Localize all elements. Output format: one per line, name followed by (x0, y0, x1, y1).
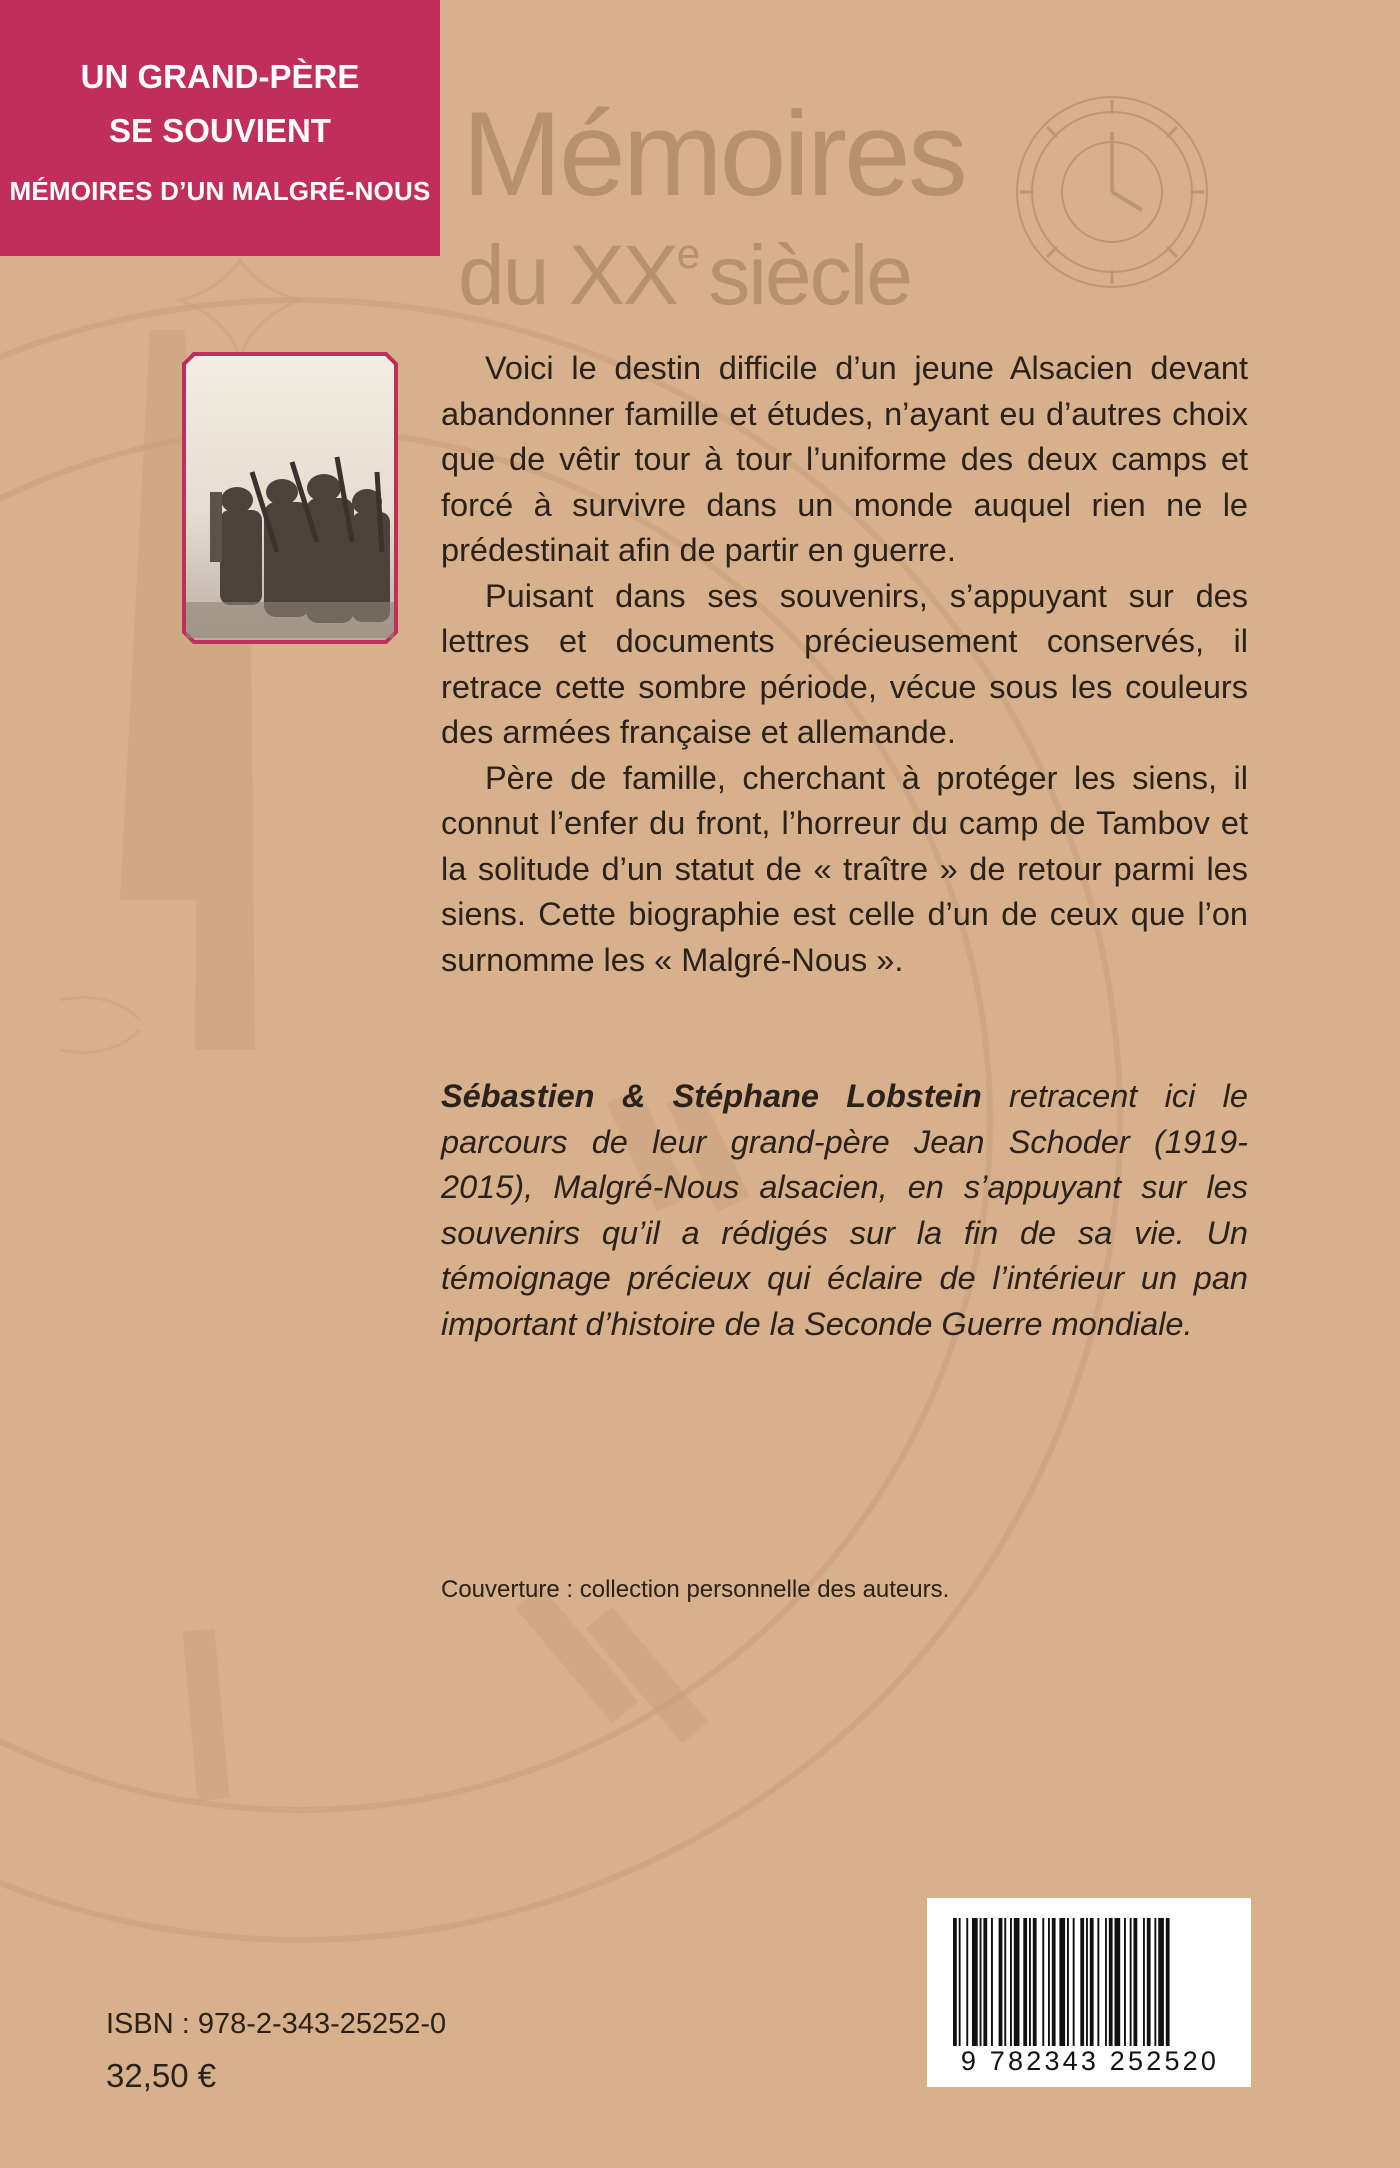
barcode-bar (1086, 1918, 1088, 2046)
barcode-bar (1158, 1918, 1164, 2046)
series-title (458, 87, 965, 322)
barcode-bar (1154, 1918, 1156, 2046)
barcode-bar (999, 1918, 1003, 2046)
barcode-digits: 9 782343 252520 (960, 2046, 1220, 2076)
barcode-bar (991, 1918, 993, 2046)
barcode-bar (1052, 1918, 1056, 2046)
banner-line-1: UN GRAND-PÈRE (80, 58, 360, 95)
barcode-bar (966, 1918, 968, 2046)
banner-line-2: SE SOUVIENT (109, 112, 331, 149)
barcode-bar (1048, 1918, 1050, 2046)
series-title-line-1: Mémoires (462, 87, 965, 221)
series-title-suffix: siècle (708, 228, 911, 322)
barcode-bar (1029, 1918, 1031, 2046)
description-paragraph: Père de famille, cherchant à protéger les siens, il connut l’enfer du front, l’horreur du camp de Tambov et la solitude d’un statut de « traître » de retour parmi les siens. Cette biographie est celle d’un de ceux que l’on surnomme les « Malgré-Nous ». (441, 759, 1248, 978)
barcode-bar (1109, 1918, 1113, 2046)
barcode-bar (1010, 1918, 1012, 2046)
barcode-bar (1130, 1918, 1132, 2046)
author-names: Sébastien & Stéphane Lobstein (441, 1078, 982, 1114)
barcode-bar (972, 1918, 978, 2046)
barcode-bar (1080, 1918, 1084, 2046)
barcode-bar (983, 1918, 987, 2046)
isbn: ISBN : 978-2-343-25252-0 (106, 2008, 447, 2040)
clock-emblem-icon (1012, 92, 1212, 292)
barcode-bar (1105, 1918, 1107, 2046)
barcode-bar (1023, 1918, 1027, 2046)
description-paragraph: Voici le destin difficile d’un jeune Alsacien devant abandonner famille et études, n’ayant eu d’autres choix que de vêtir tour à tour l’uniforme des deux camps et forcé à survivre dans un monde auquel rien ne le prédestinait afin de partir en guerre. (441, 350, 1248, 568)
author-bio-text: retracent ici le parcours de leur grand-père Jean Schoder (1919-2015), Malgré-Nous alsacien, en s’appuyant sur les souvenirs qu’il a rédigés sur la fin de sa vie. Un témoignage précieux qui éclaire de l’intérieur un pan important d’histoire de la Seconde Guerre mondiale. (441, 1078, 1248, 1342)
collection-banner (0, 0, 440, 256)
barcode-bar (1059, 1918, 1065, 2046)
barcode-bar (1143, 1918, 1145, 2046)
barcode-bar (1004, 1918, 1006, 2046)
soldiers-photo (182, 352, 398, 644)
series-title-prefix: du XX (458, 228, 677, 322)
barcode-bar (1090, 1918, 1094, 2046)
price: 32,50 € (106, 2057, 217, 2094)
barcode-bar (1042, 1918, 1044, 2046)
banner-subtitle: MÉMOIRES D’UN MALGRÉ-NOUS (9, 176, 431, 206)
description-paragraph: Puisant dans ses souvenirs, s’appuyant sur des lettres et documents précieusement conservés, il retrace cette sombre période, vécue sous les couleurs des armées française et allemande. (441, 577, 1248, 750)
barcode-bar (1067, 1918, 1069, 2046)
book-description (441, 346, 1248, 983)
author-bio (441, 1074, 1248, 1347)
barcode (927, 1898, 1251, 2087)
barcode-bar (1115, 1918, 1121, 2046)
barcode-bar (1147, 1918, 1151, 2046)
barcode-bar (1166, 1918, 1170, 2046)
cover-credit: Couverture : collection personnelle des auteurs. (441, 1576, 950, 1603)
barcode-bar (1124, 1918, 1126, 2046)
barcode-bars (945, 1918, 1235, 2048)
barcode-bar (1097, 1918, 1099, 2046)
barcode-bar (959, 1918, 961, 2046)
barcode-bar (1033, 1918, 1037, 2046)
barcode-bar (980, 1918, 982, 2046)
barcode-bar (1014, 1918, 1020, 2046)
barcode-bar (1073, 1918, 1075, 2046)
barcode-bar (1134, 1918, 1138, 2046)
series-title-line-2 (458, 208, 965, 321)
barcode-bar (953, 1918, 957, 2046)
series-title-superscript: e (676, 230, 699, 277)
